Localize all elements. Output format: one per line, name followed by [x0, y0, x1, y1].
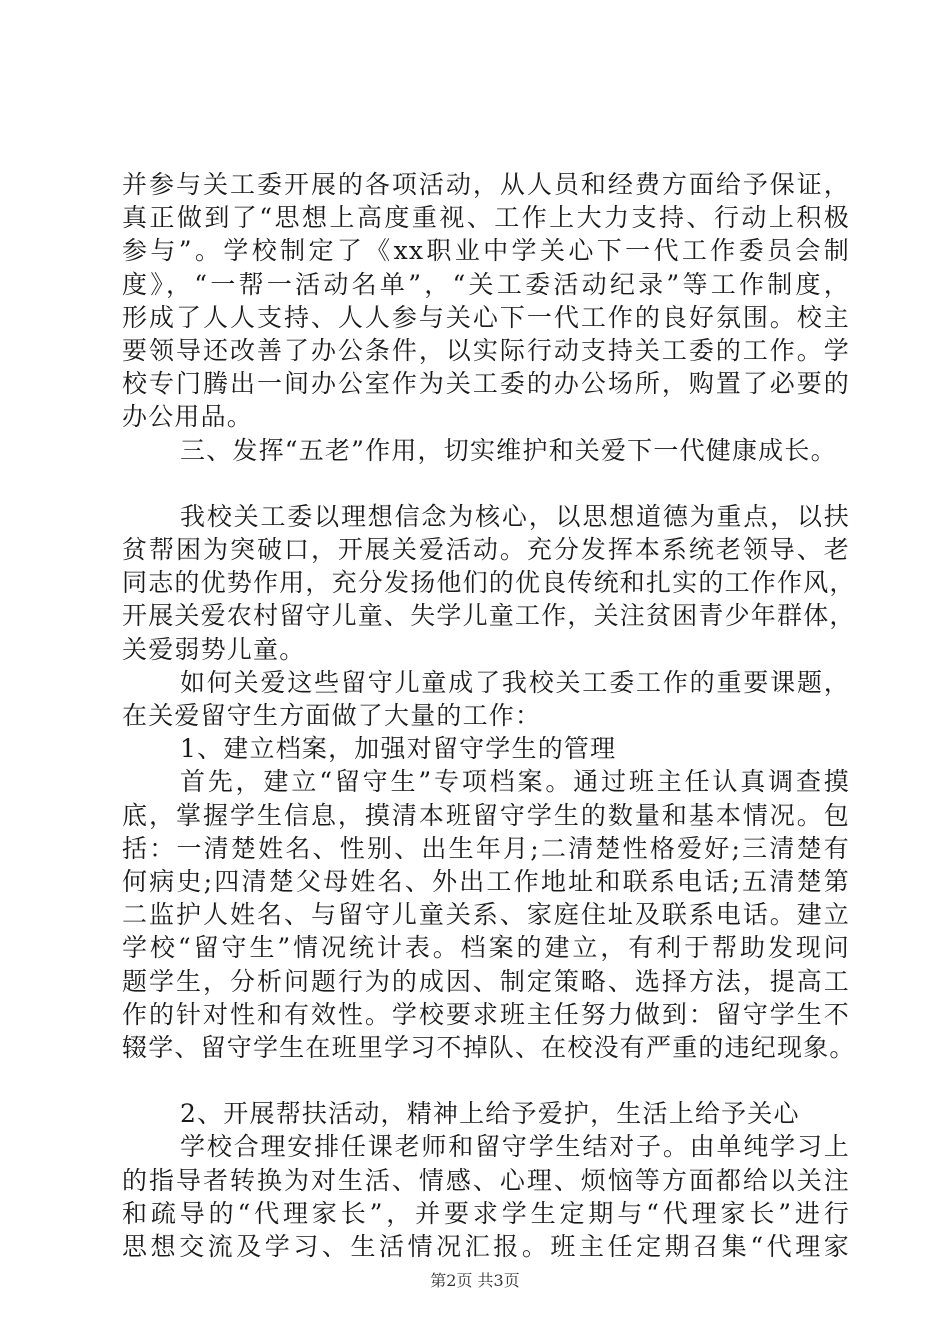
text-line: 和疏导的“代理家长”，并要求学生定期与“代理家长”进行 [122, 1198, 850, 1228]
text-line: 同志的优势作用，充分发扬他们的优良传统和扎实的工作作风， [122, 568, 856, 598]
text-line: 的指导者转换为对生活、情感、心理、烦恼等方面都给以关注 [122, 1165, 850, 1195]
page-number: 第2页 共3页 [430, 1271, 520, 1290]
text-line: 题学生，分析问题行为的成因、制定策略、选择方法，提高工 [122, 966, 850, 996]
document-body [122, 168, 856, 1263]
text-line: 贫帮困为突破口，开展关爱活动。充分发挥本系统老领导、老 [122, 535, 850, 565]
text-line: 首先，建立“留守生”专项档案。通过班主任认真调查摸 [180, 767, 850, 797]
text-line: 我校关工委以理想信念为核心，以思想道德为重点，以扶 [180, 501, 850, 531]
blank-line [122, 467, 850, 500]
text-line: 要领导还改善了办公条件，以实际行动支持关工委的工作。学 [122, 335, 850, 365]
text-line: 并参与关工委开展的各项活动，从人员和经费方面给予保证， [122, 170, 850, 199]
text-line: 关爱弱势儿童。 [122, 634, 306, 664]
text-line: 如何关爱这些留守儿童成了我校关工委工作的重要课题， [180, 667, 850, 697]
text-line: 开展关爱农村留守儿童、失学儿童工作，关注贫困青少年群体， [122, 601, 856, 631]
subsection-heading: 2、开展帮扶活动，精神上给予爱护，生活上给予关心 [180, 1099, 800, 1129]
text-line: 辍学、留守学生在班里学习不掉队、在校没有严重的违纪现象。 [122, 1032, 856, 1062]
subsection-heading: 1、建立档案，加强对留守学生的管理 [180, 734, 617, 764]
text-line: 二监护人姓名、与留守儿童关系、家庭住址及联系电话。建立 [122, 900, 850, 930]
text-line: 括：一清楚姓名、性别、出生年月;二清楚性格爱好;三清楚有 [122, 833, 850, 863]
text-line: 学校“留守生”情况统计表。档案的建立，有利于帮助发现问 [122, 933, 850, 963]
text-line: 度》，“一帮一活动名单”，“关工委活动纪录”等工作制度， [122, 269, 850, 299]
text-line: 参与”。学校制定了《xx职业中学关心下一代工作委员会制 [122, 236, 850, 266]
text-line: 思想交流及学习、生活情况汇报。班主任定期召集“代理家 [122, 1232, 850, 1261]
blank-line [122, 1064, 850, 1097]
text-line: 底，掌握学生信息，摸清本班留守学生的数量和基本情况。包 [122, 800, 850, 830]
text-line: 何病史;四清楚父母姓名、外出工作地址和联系电话;五清楚第 [122, 866, 850, 896]
text-line: 办公用品。 [122, 402, 254, 432]
text-line: 校专门腾出一间办公室作为关工委的办公场所，购置了必要的 [122, 369, 850, 399]
text-line: 学校合理安排任课老师和留守学生结对子。由单纯学习上 [180, 1132, 850, 1162]
section-heading: 三、发挥“五老”作用，切实维护和关爱下一代健康成长。 [180, 435, 837, 465]
text-line: 形成了人人支持、人人参与关心下一代工作的良好氛围。校主 [122, 302, 850, 332]
text-line: 在关爱留守生方面做了大量的工作： [122, 701, 542, 730]
text-line: 真正做到了“思想上高度重视、工作上大力支持、行动上积极 [122, 203, 850, 233]
text-line: 作的针对性和有效性。学校要求班主任努力做到：留守学生不 [122, 999, 850, 1029]
